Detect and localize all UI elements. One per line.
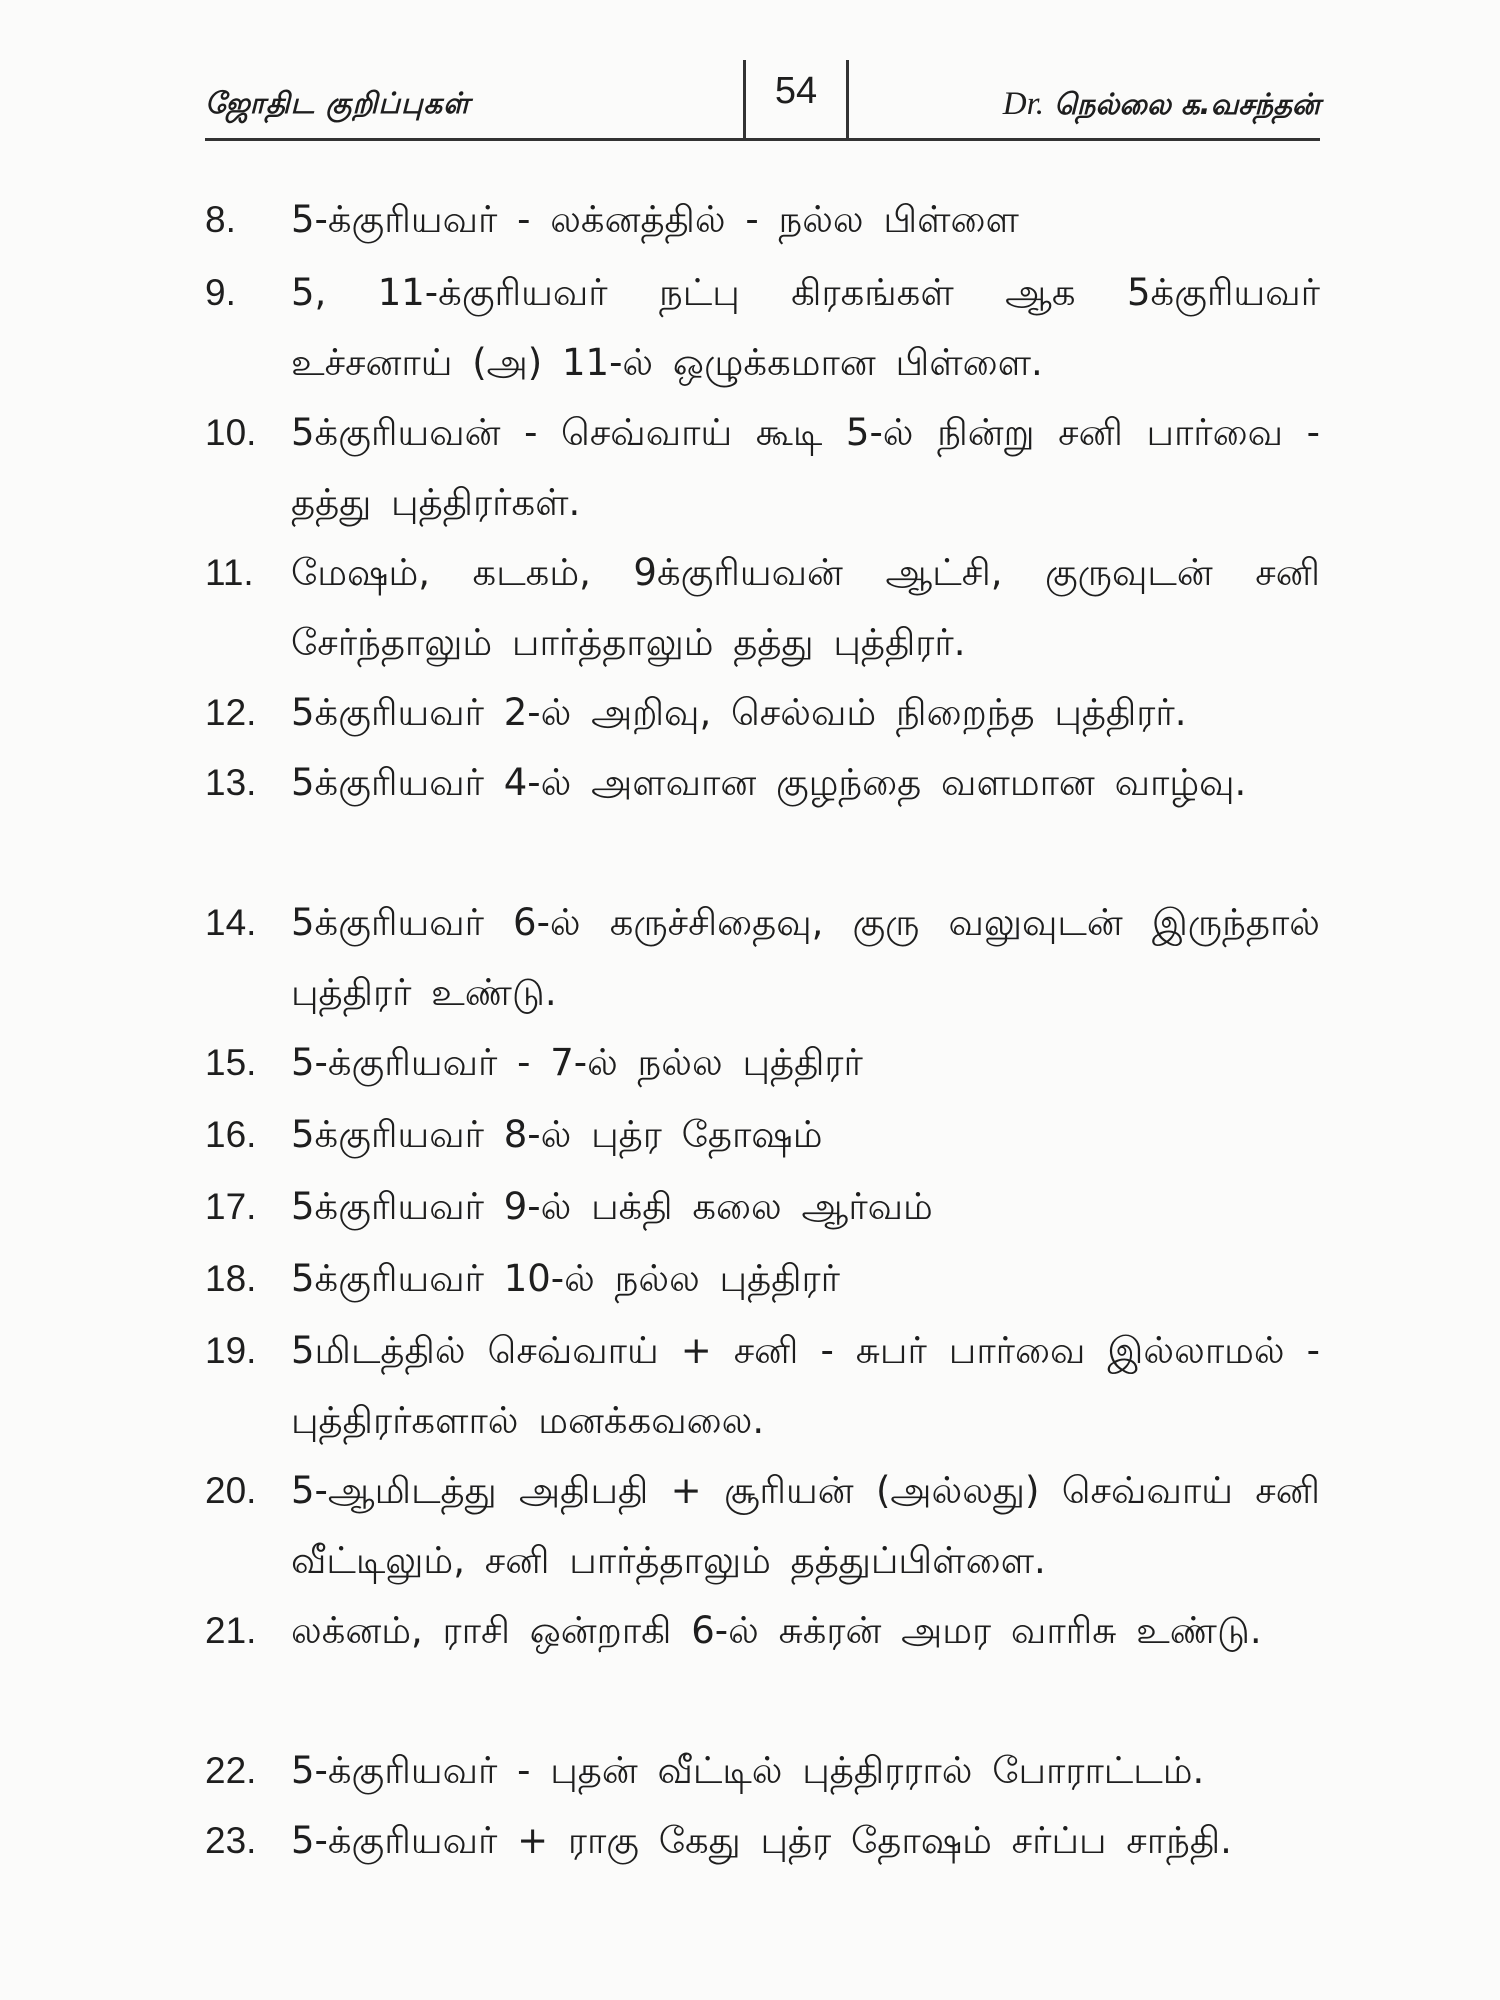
list-item [205,1736,1320,1806]
list-item-number: 12. [205,692,257,733]
list-item [205,1100,1320,1170]
list-item-text: 5-க்குரியவர் - லக்னத்தில் - நல்ல பிள்ளை [291,198,1019,241]
list-item-text: 5க்குரியவர் 8-ல் புத்ர தோஷம் [291,1113,823,1156]
list-item-text: 5க்குரியவர் 2-ல் அறிவு, செல்வம் நிறைந்த புத்திரர். [291,691,1187,734]
author-prefix: Dr. [1002,86,1045,122]
page-number: 54 [743,60,849,138]
list-item-number: 19. [205,1330,257,1371]
page-header [205,60,1320,141]
list-item [205,888,1320,1028]
list-item-text: 5க்குரியவர் 10-ல் நல்ல புத்திரர் [291,1257,840,1300]
list-item [205,1456,1320,1596]
list-item-number: 11. [205,552,254,593]
list-item [205,1244,1320,1314]
list-item-number: 8. [205,199,236,240]
list-item-text: 5-ஆமிடத்து அதிபதி + சூரியன் (அல்லது) செவ்வாய் சனி வீட்டிலும், சனி பார்த்தாலும் தத்துப்பிள்ளை. [291,1469,1320,1582]
list-item [205,258,1320,398]
list-item-number: 23. [205,1820,257,1861]
list-item-text: மேஷம், கடகம், 9க்குரியவன் ஆட்சி, குருவுடன் சனி சேர்ந்தாலும் பார்த்தாலும் தத்து புத்திரர். [291,551,1320,664]
list-item-text: லக்னம், ராசி ஒன்றாகி 6-ல் சுக்ரன் அமர வாரிசு உண்டு. [291,1609,1262,1652]
list-item-text: 5-க்குரியவர் + ராகு கேது புத்ர தோஷம் சர்ப்ப சாந்தி. [291,1819,1232,1862]
list-item-number: 15. [205,1042,257,1083]
list-item-number: 13. [205,762,257,803]
list-item [205,678,1320,748]
author-name-text: நெல்லை க.வசந்தன் [1054,87,1320,121]
list-item-number: 21. [205,1610,257,1651]
list-item-text: 5க்குரியவர் 6-ல் கருச்சிதைவு, குரு வலுவுடன் இருந்தால் புத்திரர் உண்டு. [291,901,1320,1014]
list-item-text: 5க்குரியவன் - செவ்வாய் கூடி 5-ல் நின்று சனி பார்வை - தத்து புத்திரர்கள். [291,411,1320,524]
list-item [205,1596,1320,1666]
list-item [205,1806,1320,1876]
list-item-number: 18. [205,1258,257,1299]
list-item-number: 17. [205,1186,257,1227]
list-item-text: 5, 11-க்குரியவர் நட்பு கிரகங்கள் ஆக 5க்குரியவர் உச்சனாய் (அ) 11-ல் ஒழுக்கமான பிள்ளை. [291,271,1320,384]
list-item-text: 5-க்குரியவர் - 7-ல் நல்ல புத்திரர் [291,1041,863,1084]
list-item [205,748,1320,818]
list-item [205,398,1320,538]
list-item [205,538,1320,678]
list-item-number: 20. [205,1470,257,1511]
list-item-number: 16. [205,1114,257,1155]
list-item-number: 10. [205,412,257,453]
list-item-text: 5மிடத்தில் செவ்வாய் + சனி - சுபர் பார்வை இல்லாமல் - புத்திரர்களால் மனக்கவலை. [291,1329,1320,1442]
list-item-text: 5-க்குரியவர் - புதன் வீட்டில் புத்திரரால் போராட்டம். [291,1749,1205,1792]
list-item-number: 9. [205,272,236,313]
list-item [205,1172,1320,1242]
list-item-number: 14. [205,902,257,943]
book-title: ஜோதிட குறிப்புகள் [205,86,471,120]
list-item [205,1028,1320,1098]
list-item-text: 5க்குரியவர் 4-ல் அளவான குழந்தை வளமான வாழ்வு. [291,761,1247,804]
list-item-number: 22. [205,1750,257,1791]
list-item [205,1316,1320,1456]
list-item [205,185,1320,255]
list-item-text: 5க்குரியவர் 9-ல் பக்தி கலை ஆர்வம் [291,1185,933,1228]
author-name [1003,86,1320,125]
